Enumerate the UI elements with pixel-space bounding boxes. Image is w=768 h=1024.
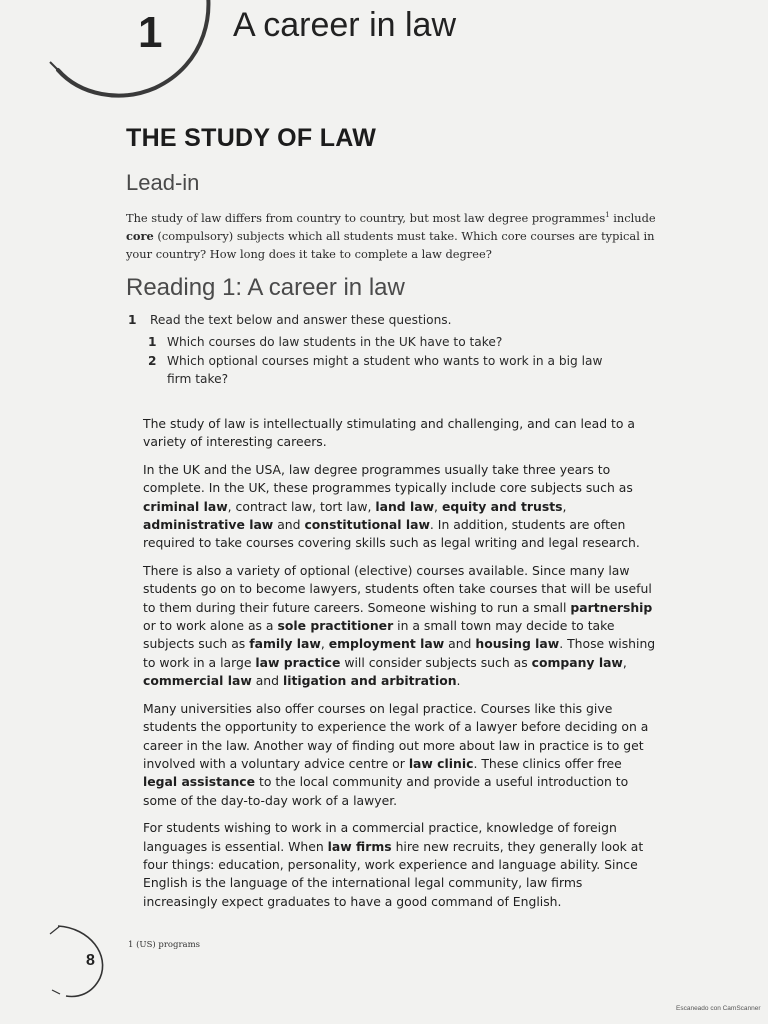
paragraph-text: There is also a variety of optional (elective) courses available. Since many law students go on to become lawyers, students often take courses that will be useful to them during their future careers. Someone wishing to run a small bbox=[143, 562, 652, 615]
paragraph-text: will consider subjects such as bbox=[340, 654, 532, 670]
question-item bbox=[148, 352, 628, 389]
paragraph-text: The study of law is intellectually stimulating and challenging, and can lead to a variety of interesting careers. bbox=[143, 416, 635, 450]
paragraph-text: hire new recruits, they generally look at four things: education, personality, work experience and language ability. Since English is the language of the international legal community, law firms increasingly expect graduates to have a good command of English. bbox=[143, 838, 644, 909]
key-term: litigation and arbitration bbox=[282, 673, 457, 689]
key-term: sole practitioner bbox=[277, 618, 394, 634]
scanner-watermark: Escaneado con CamScanner bbox=[676, 1005, 761, 1012]
leadin-text bbox=[126, 206, 671, 263]
paragraph-text: to the local community and provide a useful introduction to some of the day-to-day work of a lawyer. bbox=[143, 774, 629, 808]
key-term: constitutional law bbox=[304, 517, 430, 533]
reading-paragraph bbox=[143, 562, 658, 691]
key-term: commercial law bbox=[143, 673, 252, 689]
key-term: criminal law bbox=[143, 498, 228, 514]
paragraph-text: . bbox=[456, 673, 461, 689]
section-title: THE STUDY OF LAW bbox=[126, 124, 377, 152]
question-number: 1 bbox=[148, 335, 157, 349]
leadin-term-core: core bbox=[126, 228, 154, 243]
paragraph-text: . These clinics offer free bbox=[473, 755, 622, 771]
paragraph-text: Many universities also offer courses on legal practice. Courses like this give students the opportunity to experience the work of a lawyer before deciding on a career in the law. Another way of finding out more about law in practice is to get involved with a voluntary advice centre or bbox=[143, 700, 649, 771]
leadin-text-part: include bbox=[613, 210, 656, 225]
key-term: administrative law bbox=[143, 517, 274, 533]
key-term: partnership bbox=[570, 599, 653, 615]
reading-paragraph bbox=[143, 819, 658, 911]
paragraph-text: or to work alone as a bbox=[143, 618, 278, 634]
paragraph-text: In the UK and the USA, law degree programmes usually take three years to complete. In the UK, these programmes typically include core subjects such as bbox=[143, 461, 633, 496]
question-text: Which courses do law students in the UK have to take? bbox=[167, 335, 503, 349]
key-term: equity and trusts bbox=[441, 498, 563, 514]
page-number: 8 bbox=[86, 952, 95, 969]
key-term: legal assistance bbox=[143, 774, 256, 790]
task-number: 1 bbox=[128, 313, 137, 327]
paragraph-text: in a small town may decide to take subjects such as bbox=[143, 618, 615, 652]
key-term: company law bbox=[531, 654, 623, 670]
reading-text bbox=[143, 415, 658, 920]
question-list bbox=[148, 333, 628, 389]
task-text: Read the text below and answer these questions. bbox=[150, 313, 452, 327]
reading-paragraph bbox=[143, 415, 658, 452]
footnote-marker: 1 bbox=[605, 211, 610, 219]
reading-heading: Reading 1: A career in law bbox=[126, 274, 405, 301]
question-item bbox=[148, 333, 628, 352]
paragraph-text: , bbox=[434, 498, 442, 514]
reading-paragraph bbox=[143, 461, 658, 553]
key-term: land law bbox=[375, 498, 435, 514]
reading-paragraph bbox=[143, 700, 658, 810]
paragraph-text: . In addition, students are often required to take courses covering skills such as legal writing and legal research. bbox=[143, 517, 640, 551]
paragraph-text: and bbox=[444, 636, 476, 652]
leadin-heading: Lead-in bbox=[126, 170, 200, 195]
leadin-text-part: (compulsory) subjects which all students must take. Which core courses are typical in your country? How long does it take to complete a law degree? bbox=[126, 228, 655, 261]
task-instruction bbox=[128, 311, 688, 329]
chapter-number: 1 bbox=[138, 8, 163, 57]
paragraph-text: and bbox=[251, 673, 283, 689]
chapter-title: A career in law bbox=[233, 6, 456, 44]
question-text: Which optional courses might a student who wants to work in a big law firm take? bbox=[167, 353, 603, 386]
paragraph-text: , bbox=[320, 636, 329, 652]
paragraph-text: , bbox=[622, 654, 627, 670]
key-term: employment law bbox=[328, 636, 445, 652]
paragraph-text: For students wishing to work in a commercial practice, knowledge of foreign languages is essential. When bbox=[143, 820, 617, 854]
key-term: family law bbox=[249, 636, 321, 652]
key-term: housing law bbox=[475, 636, 560, 652]
paragraph-text: . Those wishing to work in a large bbox=[143, 636, 656, 670]
key-term: law practice bbox=[255, 654, 341, 670]
paragraph-text: , contract law, tort law, bbox=[227, 498, 376, 514]
key-term: law clinic bbox=[408, 755, 474, 771]
paragraph-text: , bbox=[562, 498, 567, 514]
page-number-arc-decoration bbox=[40, 920, 120, 1000]
footnote: 1 (US) programs bbox=[128, 940, 201, 950]
leadin-text-part: The study of law differs from country to country, but most law degree programmes bbox=[126, 210, 606, 225]
paragraph-text: and bbox=[273, 517, 305, 533]
question-number: 2 bbox=[148, 353, 157, 368]
key-term: law firms bbox=[327, 838, 392, 854]
chapter-arc-decoration bbox=[40, 0, 220, 110]
